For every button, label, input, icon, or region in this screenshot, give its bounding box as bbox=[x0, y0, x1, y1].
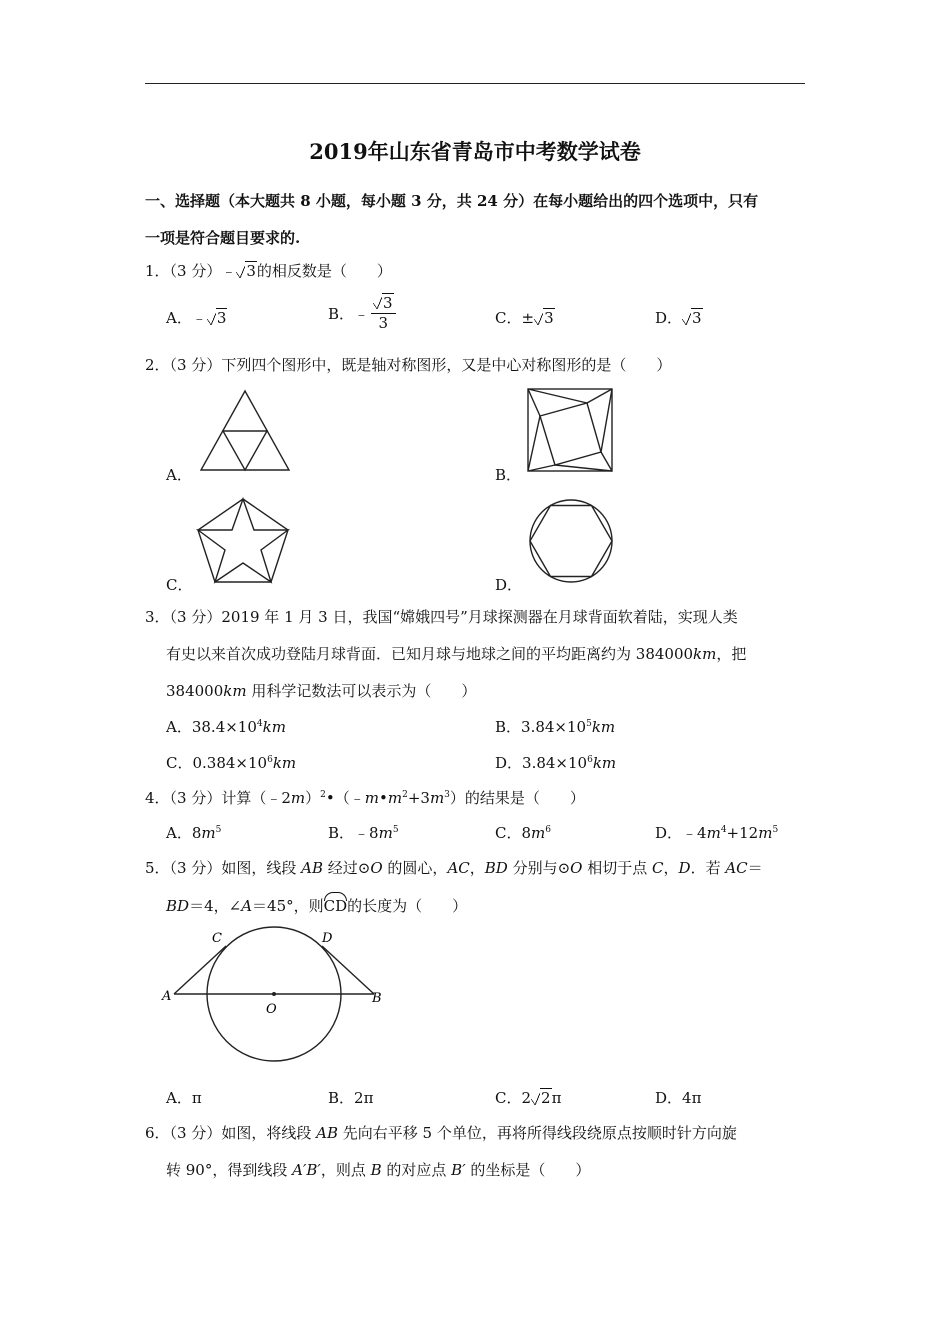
q5-option-d[interactable]: D．4π bbox=[655, 1089, 702, 1107]
q3-option-d[interactable]: D．$3.84\times 10^6km$ bbox=[495, 754, 617, 772]
q3-option-b[interactable]: B．$3.84\times 10^5km$ bbox=[495, 718, 616, 736]
point-o-label: O bbox=[266, 1002, 277, 1017]
question-2: 2．（3 分）下列四个图形中，既是轴对称图形，又是中心对称图形的是（ ） bbox=[145, 356, 672, 374]
triangle-figure bbox=[195, 388, 295, 474]
question-1: 1．（3 分）﹣ 3的相反数是（ ） bbox=[145, 262, 392, 280]
q4-option-b[interactable]: B．$﹣8m^5$ bbox=[328, 824, 399, 842]
q5-option-c[interactable]: C．2 2π bbox=[495, 1089, 562, 1107]
section-heading-line1: 一、选择题（本大题共 8 小题，每小题 3 分，共 24 分）在每小题给出的四个选项中，只有 bbox=[145, 192, 759, 210]
question-4: 4．（3 分）计算$(﹣2m)^2•(﹣m•m^2+3m^3)$的结果是（ ） bbox=[145, 789, 585, 807]
circle-hexagon-figure bbox=[526, 496, 616, 586]
question-6-line1: 6．（3 分）如图，将线段 AB 先向右平移 5 个单位，再将所得线段绕原点按顺时针方向旋 bbox=[145, 1124, 737, 1142]
arc-symbol: CD bbox=[324, 894, 348, 915]
page-title: 2019年山东省青岛市中考数学试卷 bbox=[309, 139, 641, 164]
header-rule bbox=[145, 83, 805, 84]
q2-option-b[interactable]: B． bbox=[495, 466, 522, 484]
circle-tangent-figure bbox=[160, 925, 390, 1065]
pentagon-star-figure bbox=[195, 496, 291, 586]
point-d-label: D bbox=[322, 931, 333, 946]
q4-option-c[interactable]: C．$8m^6$ bbox=[495, 824, 551, 842]
question-3-line1: 3．（3 分）2019 年 1 月 3 日，我国“嫦娥四号”月球探测器在月球背面软着陆，实现人类 bbox=[145, 608, 738, 626]
question-5-line2: BD＝4，∠A＝45°，则CD的长度为（ ） bbox=[166, 894, 467, 916]
q5-option-b[interactable]: B．2π bbox=[328, 1089, 374, 1107]
q2-option-a[interactable]: A． bbox=[166, 466, 192, 484]
q1-option-d[interactable]: D． 3 bbox=[655, 309, 702, 327]
point-c-label: C bbox=[212, 931, 222, 946]
q3-option-c[interactable]: C．$0.384\times 10^6km$ bbox=[166, 754, 297, 772]
section-heading-line2: 一项是符合题目要求的. bbox=[145, 229, 301, 247]
q1-option-b[interactable]: B．﹣ $\frac{3}{3}$ bbox=[328, 296, 396, 331]
q1-option-a[interactable]: A．﹣ 3 bbox=[166, 309, 227, 327]
sqrt-symbol: 3 bbox=[236, 262, 257, 280]
q4-option-a[interactable]: A．$8m^5$ bbox=[166, 824, 222, 842]
q2-option-d[interactable]: D． bbox=[495, 576, 523, 594]
question-3-line3: 384000km 用科学记数法可以表示为（ ） bbox=[166, 682, 477, 700]
point-a-label: A bbox=[162, 989, 172, 1004]
question-5-line1: 5．（3 分）如图，线段 AB 经过⊙O 的圆心，AC，BD 分别与⊙O 相切于点 C，D．若 AC＝ bbox=[145, 859, 763, 877]
q1-option-c[interactable]: C．± 3 bbox=[495, 309, 554, 327]
square-pinwheel-figure bbox=[525, 386, 615, 474]
q3-option-a[interactable]: A．$38.4\times 10^4km$ bbox=[166, 718, 286, 736]
q2-option-c[interactable]: C． bbox=[166, 576, 193, 594]
q4-option-d[interactable]: D．$﹣4m^4+12m^5$ bbox=[655, 824, 779, 842]
q5-option-a[interactable]: A．π bbox=[166, 1089, 202, 1107]
question-3-line2: 有史以来首次成功登陆月球背面．已知月球与地球之间的平均距离约为 384000km，把 bbox=[166, 645, 747, 663]
point-b-label: B bbox=[372, 991, 382, 1006]
question-6-line2: 转 90°，得到线段 A′B′，则点 B 的对应点 B′ 的坐标是（ ） bbox=[166, 1161, 591, 1179]
